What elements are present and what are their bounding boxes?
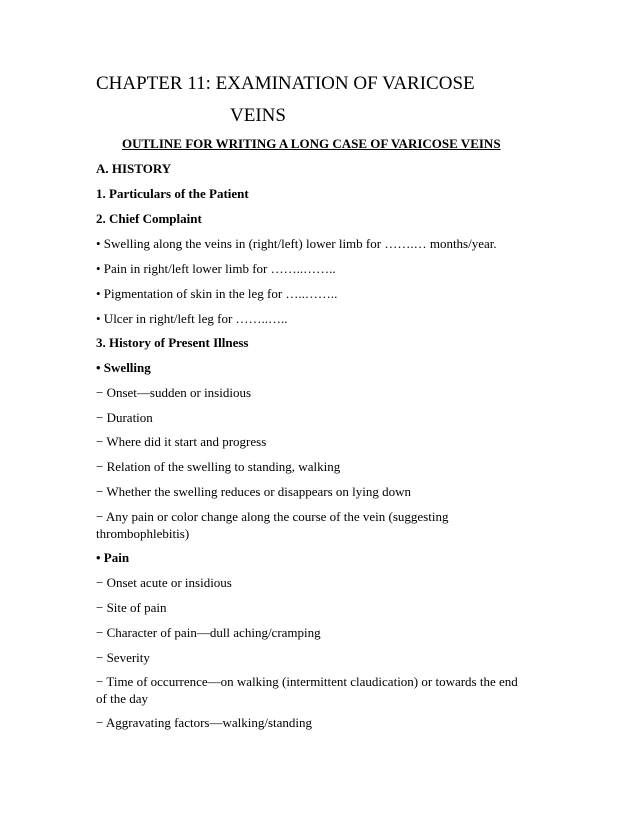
swelling-start-progress: − Where did it start and progress [96,434,267,449]
complaint-ulcer: • Ulcer in right/left leg for ……..….. [96,311,288,326]
subheading-particulars: 1. Particulars of the Patient [96,186,249,201]
swelling-relation: − Relation of the swelling to standing, walking [96,459,341,474]
outline-subtitle: OUTLINE FOR WRITING A LONG CASE OF VARICOSE VEINS [122,136,501,151]
bullet-swelling: • Swelling [96,360,151,375]
swelling-pain-color: − Any pain or color change along the course of the vein (suggesting thrombophlebitis) [96,509,449,541]
section-heading-history: A. HISTORY [96,161,172,176]
swelling-duration: − Duration [96,410,153,425]
pain-onset: − Onset acute or insidious [96,575,232,590]
complaint-swelling: • Swelling along the veins in (right/left) lower limb for …….… months/year. [96,236,497,251]
subheading-present-illness: 3. History of Present Illness [96,335,249,350]
complaint-pain: • Pain in right/left lower limb for ……..…….. [96,261,336,276]
complaint-pigmentation: • Pigmentation of skin in the leg for …..…….. [96,286,338,301]
pain-site: − Site of pain [96,600,167,615]
bullet-pain: • Pain [96,550,130,565]
swelling-onset: − Onset—sudden or insidious [96,385,252,400]
subheading-chief-complaint: 2. Chief Complaint [96,211,202,226]
pain-aggravating: − Aggravating factors—walking/standing [96,715,313,730]
pain-time-occurrence: − Time of occurrence—on walking (intermittent claudication) or towards the end of the day [96,674,518,706]
pain-character: − Character of pain—dull aching/cramping [96,625,321,640]
chapter-title-line1: CHAPTER 11: EXAMINATION OF VARICOSE [96,73,475,94]
swelling-reduces: − Whether the swelling reduces or disappears on lying down [96,484,412,499]
chapter-title-line2: VEINS [230,105,286,126]
pain-severity: − Severity [96,650,150,665]
